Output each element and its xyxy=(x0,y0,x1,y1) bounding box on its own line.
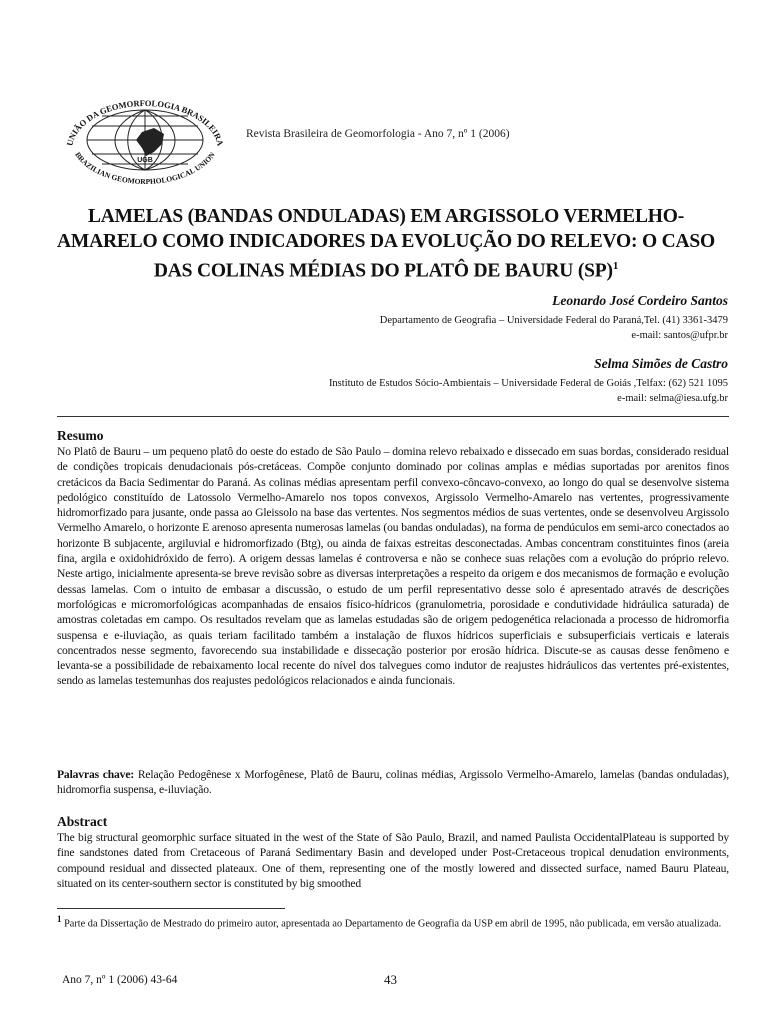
abstract-heading: Abstract xyxy=(57,814,108,829)
title-text: LAMELAS (BANDAS ONDULADAS) EM ARGISSOLO VERMELHO-AMARELO COMO INDICADORES DA EVOLUÇÃO DO RELEVO: O CASO DAS COLINAS MÉDIAS DO PLATÔ DE BAURU (SP) xyxy=(57,206,715,282)
keywords-text: Relação Pedogênese x Morfogênese, Platô de Bauru, colinas médias, Argissolo Vermelho-Amarelo, lamelas (bandas onduladas), hidromorfia suspensa, e-iluviação. xyxy=(57,768,729,797)
footer-issue: Ano 7, nº 1 (2006) 43-64 xyxy=(62,974,178,986)
author-2-name: Selma Simões de Castro xyxy=(594,356,728,371)
author-1-affiliation: Departamento de Geografia – Universidade Federal do Paraná,Tel. (41) 3361-3479 xyxy=(379,315,728,326)
title-footnote-mark: 1 xyxy=(612,260,619,272)
page-number: 43 xyxy=(384,972,397,987)
author-2-affiliation: Instituto de Estudos Sócio-Ambientais – Universidade Federal de Goiás ,Telfax: (62) 521 1095 xyxy=(328,378,728,389)
author-2-email: e-mail: selma@iesa.ufg.br xyxy=(617,393,728,404)
footnote-divider xyxy=(57,908,285,909)
resumo-heading: Resumo xyxy=(57,428,104,443)
keywords xyxy=(57,767,729,798)
header-divider xyxy=(57,416,729,417)
footnote-mark: 1 xyxy=(57,914,62,924)
article-title xyxy=(56,204,716,284)
footnote-text: Parte da Dissertação de Mestrado do primeiro autor, apresentada ao Departamento de Geografia da USP em abril de 1995, não publicada, em versão atualizada. xyxy=(61,918,722,930)
author-1 xyxy=(380,293,728,343)
author-2 xyxy=(329,356,728,406)
logo-bottom-text: BRAZILIAN GEOMORPHOLOGICAL UNION xyxy=(73,150,217,184)
footnote xyxy=(57,912,729,931)
resumo-text: No Platô de Bauru – um pequeno platô do oeste do estado de São Paulo – domina relevo rebaixado e dissecado em suas bordas, considerado residual de condições tropicais denudacionais pós-cretáceas. Compõe conjunto dominado por colinas amplas e médias suportadas por arenitos finos cretácicos da Bacia Sedimentar do Paraná. As colinas médias apresentam perfil convexo-côncavo-convexo, ao longo do qual se desenvolve sistema pedológico constituído de Latossolo Vermelho-Amarelo nos topos convexos, Argissolo Vermelho-Amarelo nas vertentes, progressivamente hidromorfizado para jusante, onde passa ao Gleissolo na base das vertentes. Nos segmentos médios de suas vertentes, onde se desenvolveu Argissolo Vermelho Amarelo, o horizonte E arenoso apresenta numerosas lamelas (ou bandas onduladas), na forma de pendúculos em semi-arco conectados ao horizonte B subjacente, argiluvial e hidromorfizado (Btg), ou ainda de faixas estreitas desconectadas. Ambas concentram constituintes finos (areia fina, argila e oxidohidróxido de ferro). A origem dessas lamelas é controversa e não se conhece suas relações com a evolução do próprio relevo. Neste artigo, inicialmente apresenta-se breve revisão sobre as diversas interpretações a respeito da origem e dos mecanismos de formação e evolução dessas lamelas. Com o intuito de embasar a discussão, o estudo de um perfil representativo desse solo é apresentado através de descrições morfológicas e micromorfológicas acompanhadas de ensaios físico-hídricos (granulometria, porosidade e condutividade hidráulica saturada) de amostras coletadas em campo. Os resultados revelam que as lamelas estudadas são de origem pedogenética relacionada a processo de hidromorfia suspensa e e-iluviação, as quais teriam facilitado também a instalação de fluxos hídricos superficiais e subsuperficiais verticais e laterais concentrados nesse segmento, favorecendo sua instabilidade e dissecação posterior por erosão hídrica. Discute-se as causas desse fenômeno e levanta-se a possibilidade de rebaixamento local recente do nível dos talvegues como indutor de reajustes hidráulicos das vertentes pré-existentes, sendo as lamelas testemunhas dos reajustes pedológicos relacionados e ainda funcionais. xyxy=(57,445,729,688)
author-1-name: Leonardo José Cordeiro Santos xyxy=(552,293,728,308)
keywords-label: Palavras chave: xyxy=(57,768,135,781)
ugb-logo xyxy=(50,78,240,184)
logo-top-text: UNIÃO DA GEOMORFOLOGIA BRASILEIRA xyxy=(64,97,226,147)
author-1-email: e-mail: santos@ufpr.br xyxy=(631,330,728,341)
logo-center-text: UGB xyxy=(137,157,153,164)
journal-header: Revista Brasileira de Geomorfologia - Ano 7, nº 1 (2006) xyxy=(246,128,510,140)
abstract-text: The big structural geomorphic surface situated in the west of the State of São Paulo, Brazil, and named Paulista OccidentalPlateau is supported by fine sandstones dated from Cretaceous of Paraná Sedimentary Basin and developed under Post-Cretaceous tropical denudation environments, compound residual and dissected plateaux. One of them, representing one of the mostly lowered and dissected surface, named Bauru Plateau, situated on its center-southern sector is constituted by big smoothed xyxy=(57,831,729,890)
